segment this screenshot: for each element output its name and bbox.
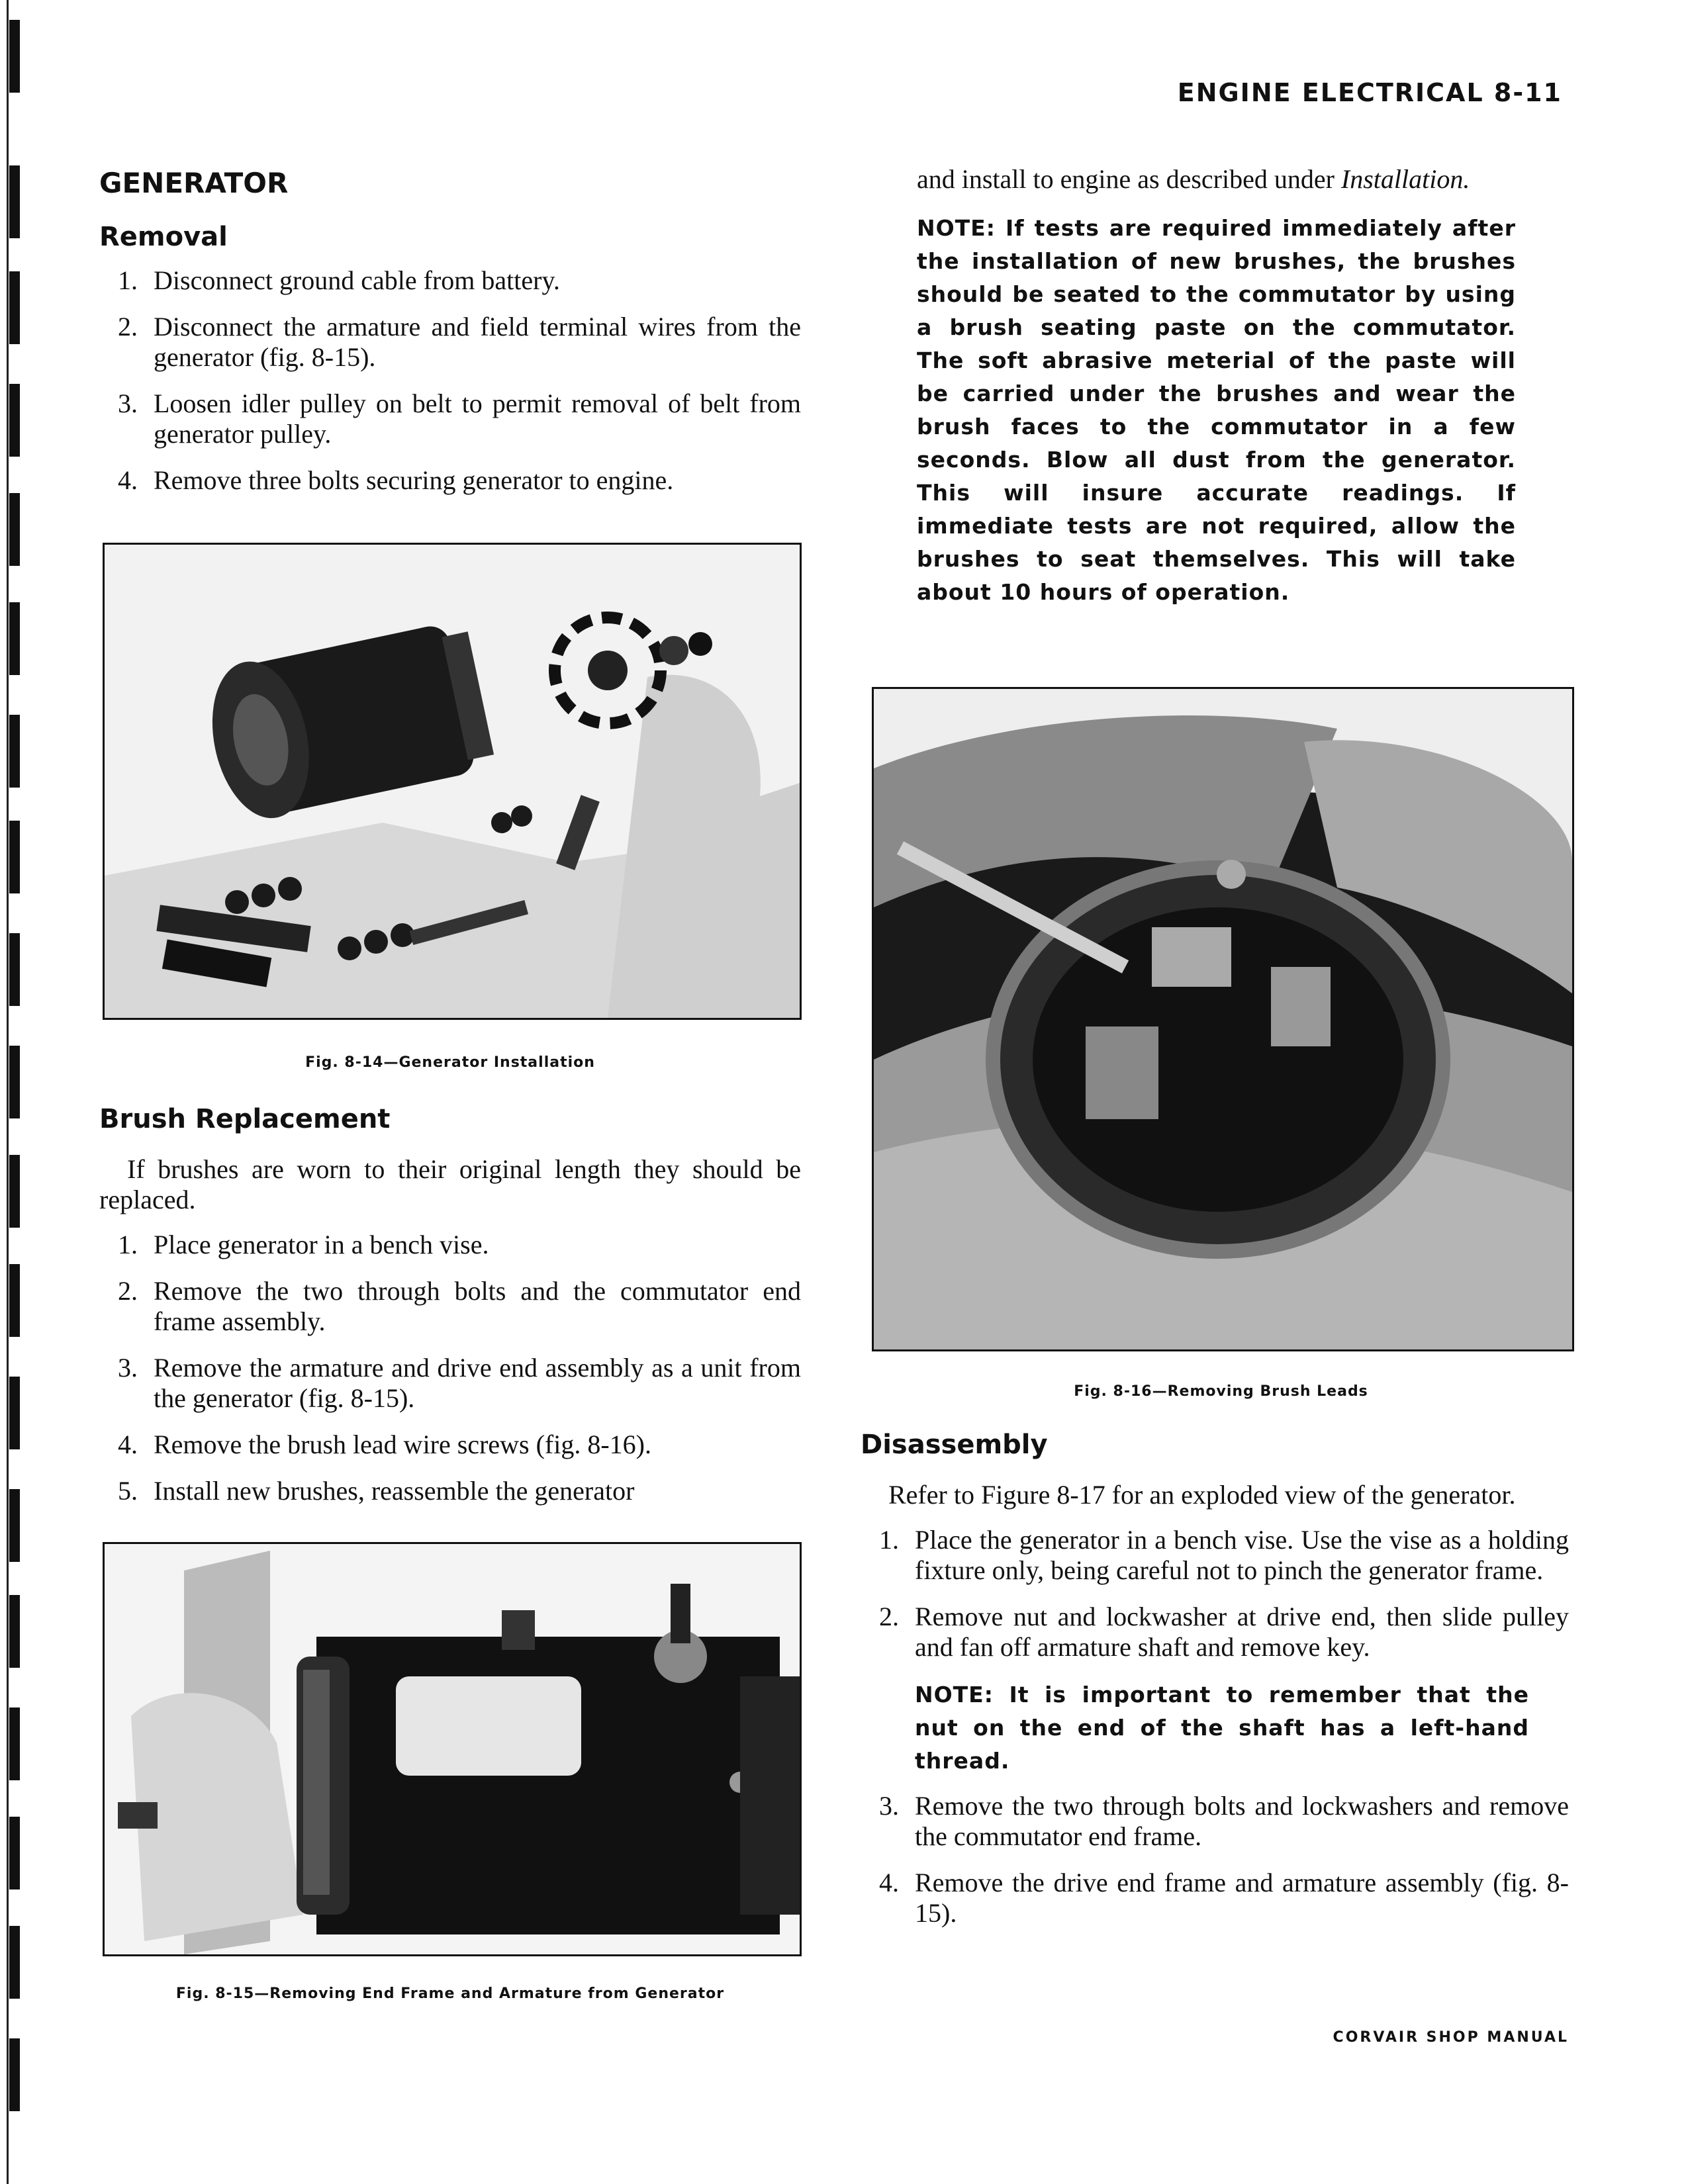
figure-caption: Fig. 8-16—Removing Brush Leads bbox=[1074, 1383, 1368, 1400]
page-header: ENGINE ELECTRICAL 8-11 bbox=[1177, 78, 1562, 107]
generator-installation-photo bbox=[105, 545, 800, 1018]
section-title: GENERATOR bbox=[99, 167, 289, 199]
figure-caption: Fig. 8-15—Removing End Frame and Armature from Generator bbox=[175, 1985, 725, 2002]
list-item: 3. Remove the armature and drive end assembly as a unit from the generator (fig. 8-15). bbox=[118, 1353, 801, 1413]
list-item: 5. Install new brushes, reassemble the generator bbox=[118, 1476, 635, 1506]
removing-end-frame-photo bbox=[105, 1544, 800, 1954]
left-hand-thread-note: NOTE: It is important to remember that the nut on the end of the shaft has a left-hand thread. bbox=[915, 1682, 1529, 1774]
right-column-bottom bbox=[861, 1430, 1569, 1944]
removing-brush-leads-photo bbox=[874, 689, 1572, 1349]
list-item: 4. Remove the brush lead wire screws (fig. 8-16). bbox=[118, 1430, 651, 1459]
brush-seating-note: NOTE: If tests are required immediately after the installation of new brushes, the brushes should be seated to the commutator by using a brush seating paste on the commutator. The soft abrasive meterial of the paste will be carried under the brushes and wear the brush faces to the commutator in a few seconds. Blow all dust from the generator. This will insure accurate readings. If immediate tests are not required, allow the brushes to seat themselves. This will take about 10 hours of operation. bbox=[917, 215, 1516, 605]
disassembly-steps bbox=[861, 1525, 1569, 1662]
removal-steps bbox=[99, 265, 801, 496]
list-item: 4. Remove three bolts securing generator to engine. bbox=[118, 465, 674, 495]
page-footer: CORVAIR SHOP MANUAL bbox=[1333, 2029, 1569, 2046]
list-item: 4. Remove the drive end frame and armature assembly (fig. 8-15). bbox=[879, 1868, 1569, 1928]
brush-replacement-heading: Brush Replacement bbox=[99, 1104, 391, 1134]
figure-generator-installation bbox=[103, 543, 802, 1020]
figure-removing-brush-leads bbox=[872, 687, 1574, 1351]
brush-intro: If brushes are worn to their original length they should be replaced. bbox=[99, 1154, 801, 1214]
list-item: 1. Place generator in a bench vise. bbox=[118, 1230, 489, 1259]
list-item: 2. Remove nut and lockwasher at drive end, then slide pulley and fan off armature shaft and remove key. bbox=[879, 1602, 1569, 1662]
disassembly-steps-continued bbox=[861, 1791, 1569, 1929]
disassembly-intro: Refer to Figure 8-17 for an exploded view of the generator. bbox=[888, 1480, 1516, 1510]
right-column-top bbox=[861, 164, 1569, 609]
left-column-bottom bbox=[99, 1104, 801, 1522]
list-item: 2. Disconnect the armature and field terminal wires from the generator (fig. 8-15). bbox=[118, 312, 801, 372]
binding-strip bbox=[0, 0, 26, 2184]
brush-steps bbox=[99, 1230, 801, 1506]
disassembly-heading: Disassembly bbox=[861, 1430, 1048, 1460]
continuation-text: and install to engine as described under Installation. bbox=[917, 164, 1470, 194]
list-item: 3. Remove the two through bolts and lockwashers and remove the commutator end frame. bbox=[879, 1791, 1569, 1851]
left-column-top bbox=[99, 167, 801, 512]
removal-heading: Removal bbox=[99, 222, 228, 252]
figure-caption: Fig. 8-14—Generator Installation bbox=[305, 1054, 595, 1071]
list-item: 3. Loosen idler pulley on belt to permit removal of belt from generator pulley. bbox=[118, 388, 801, 449]
list-item: 2. Remove the two through bolts and the commutator end frame assembly. bbox=[118, 1276, 801, 1336]
figure-removing-end-frame bbox=[103, 1542, 802, 1956]
list-item: 1. Disconnect ground cable from battery. bbox=[118, 265, 560, 295]
list-item: 1. Place the generator in a bench vise. Use the vise as a holding fixture only, being careful not to pinch the generator frame. bbox=[879, 1525, 1569, 1585]
